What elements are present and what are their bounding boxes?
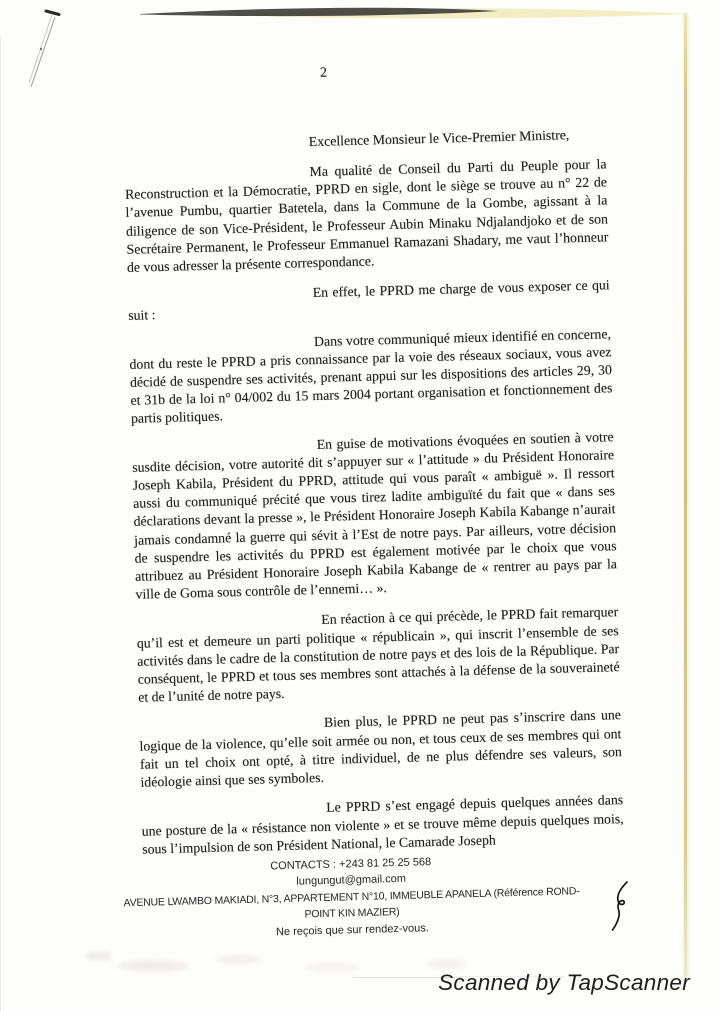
scan-smudge xyxy=(85,952,111,960)
page-number: 2 xyxy=(319,65,328,81)
paper-edge-line xyxy=(684,13,687,978)
footer-contacts: CONTACTS : +243 81 25 25 568 xyxy=(270,856,432,873)
letter-paragraph: Ma qualité de Conseil du Parti du Peuple pour la Reconstruction et la Démocratie, PPRD en sigle, dont le siège se trouve au n° 22 de l’avenue Pumbu, quartier Batetela, dans la Commune de la Gombe, agissant à la diligence de son Vice-Président, le Professeur Aubin Minaku Ndjalandjoko et de son Secrétaire Permanent, le Professeur Emmanuel Ramazani Shadary, me vaut l’honneur de vous adresser la présente correspondance. xyxy=(124,156,609,275)
letter-content xyxy=(120,0,627,944)
letter-paragraph: Bien plus, le PPRD ne peut pas s’inscrire dans une logique de la violence, qu’elle soit armée ou non, et tous ceux de ses membres qui ont fait un tel choix ont opté, à titre individuel, de ne plus défendre ses valeurs, son idéologie ainsi que ses symboles. xyxy=(139,707,623,790)
tapscanner-watermark: Scanned by TapScanner xyxy=(438,970,690,995)
scan-smudge xyxy=(118,960,188,972)
letter-footer xyxy=(85,849,619,945)
footer-address-line1: AVENUE LWAMBO MAKIADI, N°3, APPARTEMENT N°10, IMMEUBLE APANELA (Référence ROND- xyxy=(123,885,580,910)
scan-left-edge-line xyxy=(0,36,1,1011)
scan-smudge xyxy=(425,960,465,968)
footer-note: Ne reçois que sur rendez-vous. xyxy=(275,922,429,939)
footer-email: lungungut@gmail.com xyxy=(296,873,407,889)
pen-stroke-mark xyxy=(24,8,64,92)
letter-paragraph: Le PPRD s’est engagé depuis quelques années dans une posture de la « résistance non violente » et se trouve même depuis quelques mois, sous l’impulsion de son Président National, le Camarade Joseph xyxy=(141,792,624,857)
scan-smudge xyxy=(305,963,360,972)
letter-greeting: Excellence Monsieur le Vice-Premier Ministre, xyxy=(308,127,570,150)
footer-address-line2: POINT KIN MAZIER) xyxy=(304,906,400,921)
scan-smudge xyxy=(215,955,261,964)
letter-paragraph: En réaction à ce qui précède, le PPRD fait remarquer qu’il est et demeure un parti politique « républicain », qui inscrit l’ensemble de ses activités dans le cadre de la constitution de notre pays et des lois de la République. Par conséquent, le PPRD et tous ses membres sont attachés à la défense de la souveraineté et de l’unité de notre pays. xyxy=(136,604,620,706)
letter-paragraph: En effet, le PPRD me charge de vous exposer ce qui suit : xyxy=(128,277,610,324)
letter-paragraph: En guise de motivations évoquées en soutien à votre susdite décision, votre autorité dit s’appuyer sur « l’attitude » du Président Honoraire Joseph Kabila, Président du PPRD, attitude qui vous paraît « ambiguë ». Il ressort aussi du communiqué précité que vous tirez ladite ambiguïté du fait que « dans ses déclarations devant la presse », le Président Honoraire Joseph Kabila Kabange n’aurait jamais condamné la guerre qui sévit à l’Est de notre pays. Par ailleurs, votre décision de suspendre les activités du PPRD est également motivée par le choix que vous attribuez au Président Honoraire Joseph Kabila Kabange de « rentrer au pays par la ville de Goma sous contrôle de l’ennemi… ». xyxy=(132,428,618,603)
letter-paragraph: Dans votre communiqué mieux identifié en concerne, dont du reste le PPRD a pris connaissance par la voie des réseaux sociaux, vous avez décidé de suspendre ses activités, prenant appui sur les dispositions des articles 29, 30 et 31b de la loi n° 04/002 du 15 mars 2004 portant organisation et fonctionnement des partis politiques. xyxy=(129,325,613,427)
